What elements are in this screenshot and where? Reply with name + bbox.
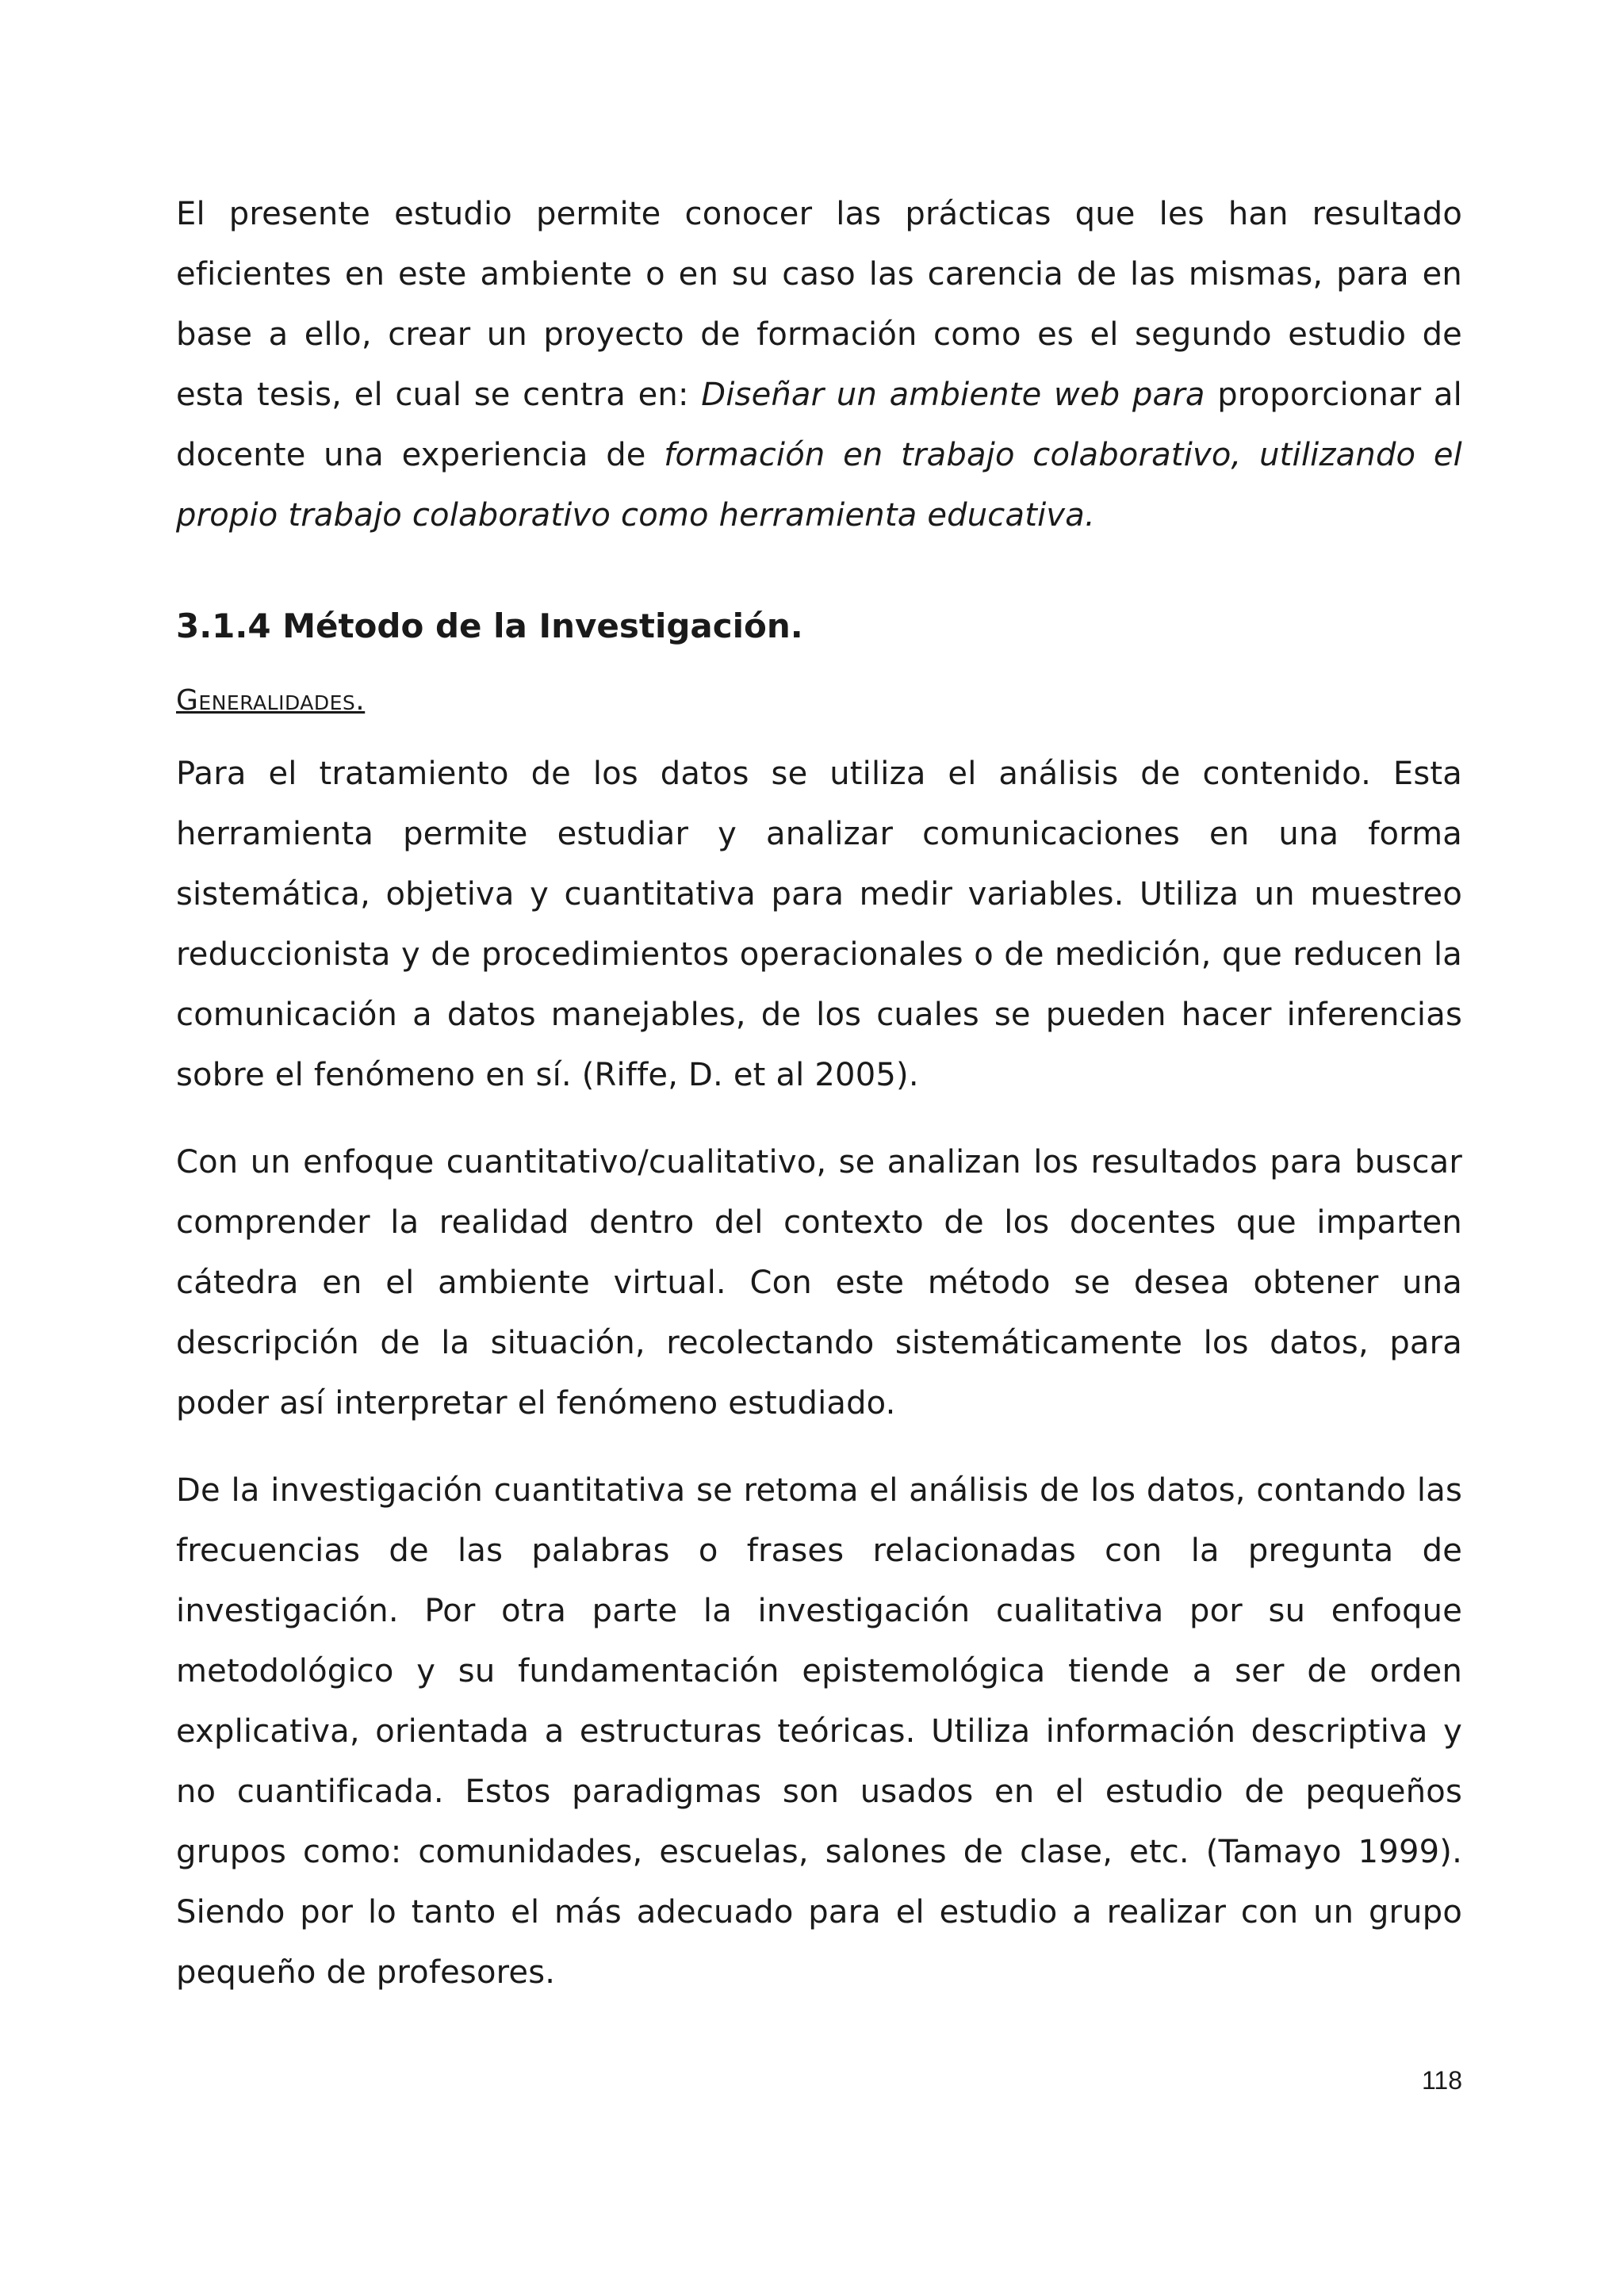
paragraph-approach: Con un enfoque cuantitativo/cualitativo, se analizan los resultados para buscar comprender la realidad dentro del contexto de los docentes que imparten cátedra en el ambiente virtual. Con este método se desea obtener una descripción de la situación, recolectando sistemáticamente los datos, para poder así interpretar el fenómeno estudiado. <box>176 1144 1462 1422</box>
paragraph-intro-text: El presente estudio permite conocer las prácticas que les han resultado eficientes en este ambiente o en su caso las carencia de las mismas, para en base a ello, crear un proyecto de formación como es el segundo estudio de esta tesis, el cual se centra en: <box>176 196 1462 413</box>
paragraph-intro <box>176 184 1462 545</box>
section-heading: 3.1.4 Método de la Investigación. <box>176 607 803 645</box>
paragraph-content-analysis: Para el tratamiento de los datos se utiliza el análisis de contenido. Esta herramienta permite estudiar y analizar comunicaciones en una forma sistemática, objetiva y cuantitativa para medir variables. Utiliza un muestreo reduccionista y de procedimientos operacionales o de medición, que reducen la comunicación a datos manejables, de los cuales se pueden hacer inferencias sobre el fenómeno en sí. (Riffe, D. et al 2005). <box>176 756 1462 1093</box>
paragraph-intro-italic: Diseñar un ambiente web para <box>701 377 1205 413</box>
page-number: 118 <box>1421 2066 1462 2095</box>
paragraph-intro-italic-2: formación en trabajo colaborativo, utilizando el propio trabajo colaborativo como herramienta educativa. <box>176 437 1462 534</box>
paragraph-intro-mid: proporcionar al docente una experiencia de <box>176 377 1462 473</box>
paragraph-quantitative: De la investigación cuantitativa se retoma el análisis de los datos, contando las frecuencias de las palabras o frases relacionadas con la pregunta de investigación. Por otra parte la investigación cualitativa por su enfoque metodológico y su fundamentación epistemológica tiende a ser de orden explicativa, orientada a estructuras teóricas. Utiliza información descriptiva y no cuantificada. Estos paradigmas son usados en el estudio de pequeños grupos como: comunidades, escuelas, salones de clase, etc. (Tamayo 1999). Siendo por lo tanto el más adecuado para el estudio a realizar con un grupo pequeño de profesores. <box>176 1472 1462 1991</box>
section-subheading: Generalidades. <box>176 684 366 717</box>
document-page <box>176 184 1462 2030</box>
